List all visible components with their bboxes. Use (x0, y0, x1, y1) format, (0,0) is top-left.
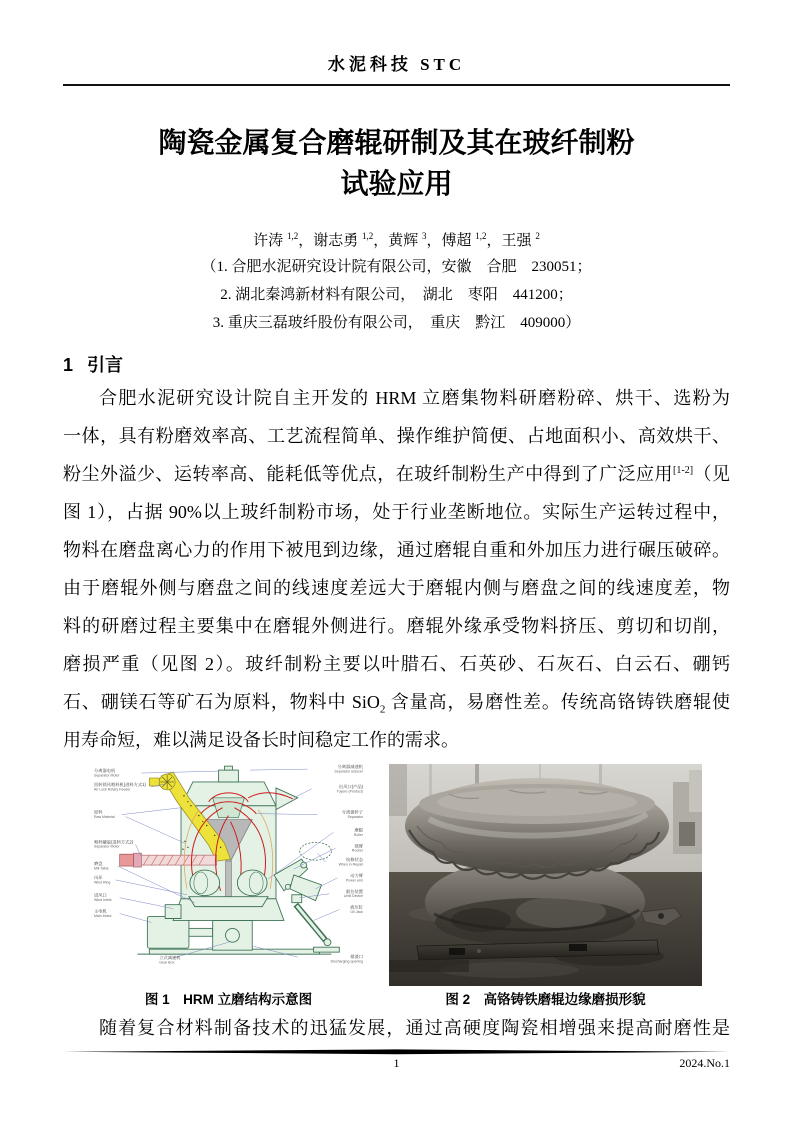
author-line: 许涛 $^{1,2}$，谢志勇 $^{1,2}$，黄辉 $^3$，傅超 $^{1,2}$，王强 $^2$ (253, 231, 540, 249)
section-number: 1 (63, 355, 74, 375)
svg-text:限位装置: 限位装置 (346, 888, 364, 894)
paper-title-line1: 陶瓷金属复合磨辊研制及其在玻纤制粉 (158, 127, 635, 158)
svg-text:出风口(产品): 出风口(产品) (338, 783, 364, 789)
affiliation-2: 2. 湖北秦鸿新材料有限公司， 湖北 枣阳 441200； (220, 287, 573, 303)
body-line: 合肥水泥研究设计院自主开发的 HRM 立磨集物料研磨粉碎、烘干、选粉为 (99, 388, 730, 408)
author-affiliation-superscript: 1,2 (361, 231, 374, 241)
svg-text:立式减速机: 立式减速机 (159, 955, 181, 961)
svg-text:磨盘: 磨盘 (93, 861, 103, 867)
svg-text:Wind Ring: Wind Ring (93, 880, 111, 885)
paper-title-line2: 试验应用 (340, 168, 453, 199)
svg-text:Gear Box: Gear Box (159, 960, 175, 965)
chemical-subscript: 2 (379, 703, 386, 716)
svg-text:液压缸: 液压缸 (350, 904, 364, 910)
svg-text:分离器转子: 分离器转子 (341, 809, 364, 815)
svg-text:When in Repair: When in Repair (338, 862, 364, 867)
worn-roller-photo-svg (389, 764, 702, 986)
svg-text:摇臂: 摇臂 (354, 843, 364, 849)
figure-2-caption: 图 2 高铬铸铁磨辊边缘磨损形貌 (445, 992, 646, 1007)
figure-1-hrm-mill-diagram (90, 757, 367, 987)
issue-number: 2024.No.1 (679, 1056, 730, 1070)
svg-text:动力臂: 动力臂 (350, 872, 364, 878)
svg-text:Power arm: Power arm (345, 878, 364, 883)
author-affiliation-superscript: 1,2 (286, 231, 299, 241)
svg-text:Discharging opening: Discharging opening (330, 959, 364, 964)
citation-superscript: [1-2] (673, 465, 694, 476)
svg-text:分离器电机: 分离器电机 (93, 768, 116, 774)
affiliations (63, 253, 730, 337)
author-affiliation-superscript: 1,2 (475, 231, 487, 241)
svg-text:主电机: 主电机 (93, 908, 107, 914)
body-line: 用寿命短，难以满足设备长时间稳定工作的需求。 (63, 730, 459, 750)
svg-text:Separator reducer: Separator reducer (334, 769, 364, 774)
svg-text:Main Motor: Main Motor (93, 914, 112, 919)
hrm-mill-diagram-svg (90, 757, 367, 987)
svg-text:检修状态: 检修状态 (346, 857, 364, 863)
svg-text:Oil Jack: Oil Jack (350, 910, 364, 915)
svg-text:喂料螺旋(进料方式2): 喂料螺旋(进料方式2) (93, 839, 134, 845)
svg-text:Separator Motor: Separator Motor (93, 844, 120, 849)
section-title: 引言 (87, 355, 124, 375)
paper-title (63, 122, 730, 204)
body-line: 粉尘外溢少、运转率高、能耗低等优点，在玻纤制粉生产中得到了广泛应用[1-2]（见 (63, 464, 731, 484)
diagram-labels-right (331, 763, 364, 963)
svg-text:Separator Motor: Separator Motor (93, 773, 120, 778)
affiliation-1: （1. 合肥水泥研究设计院有限公司，安徽 合肥 230051； (201, 259, 592, 275)
svg-text:磨辊: 磨辊 (354, 827, 364, 833)
svg-text:Tuyere (Product): Tuyere (Product) (336, 789, 364, 794)
mill-machine-shapes (120, 766, 340, 954)
svg-text:Wind Inlets: Wind Inlets (93, 898, 112, 903)
page-number: 1 (393, 1056, 400, 1070)
header-rule (63, 84, 730, 86)
figure-1-caption: 图 1 HRM 立磨结构示意图 (144, 992, 313, 1007)
body-line: 磨损严重（见图 2）。玻纤制粉主要以叶腊石、石英砂、石灰石、白云石、硼钙 (63, 654, 730, 674)
svg-text:Air Lock Rotary Feeder: Air Lock Rotary Feeder (93, 787, 131, 792)
svg-text:Separator: Separator (347, 815, 364, 820)
svg-text:风环: 风环 (93, 874, 103, 880)
affiliation-3: 3. 重庆三磊玻纤股份有限公司， 重庆 黔江 409000） (212, 315, 581, 331)
svg-text:分离器减速机: 分离器减速机 (337, 764, 364, 770)
svg-text:Mill Table: Mill Table (93, 866, 109, 871)
author-affiliation-superscript: 2 (535, 231, 540, 241)
journal-title: 水泥科技 STC (327, 55, 466, 74)
svg-text:原料: 原料 (93, 809, 103, 815)
svg-text:排渣口: 排渣口 (350, 954, 364, 960)
body-line: 石、硼镁石等矿石为原料，物料中 SiO$_2$ 含量高，易磨性差。传统高铬铸铁磨辊使 (63, 692, 730, 716)
author-affiliation-superscript: 3 (422, 231, 427, 241)
svg-text:Roller: Roller (353, 832, 364, 837)
body-line: 图 1），占据 90%以上玻纤制粉市场，处于行业垄断地位。实际生产运转过程中， (63, 502, 730, 522)
svg-text:Raw Material: Raw Material (93, 815, 115, 820)
paragraph-introduction (63, 379, 730, 759)
paragraph-2 (63, 1009, 730, 1047)
svg-text:Limit Device: Limit Device (343, 894, 364, 899)
body-line: 物料在磨盘离心力的作用下被甩到边缘，通过磨辊自重和外加压力进行碾压破碎。 (63, 540, 730, 560)
figure-2-worn-roller-photo (389, 764, 702, 986)
svg-text:进风口: 进风口 (93, 892, 107, 898)
footer-rule (63, 1049, 730, 1055)
body-line: 一体，具有粉磨效率高、工艺流程简单、操作维护简便、占地面积小、高效烘干、 (63, 426, 730, 446)
section-heading-introduction (63, 351, 123, 377)
svg-text:回转锁风喂料机(进料方式1): 回转锁风喂料机(进料方式1) (93, 781, 146, 787)
body-line: 随着复合材料制备技术的迅猛发展，通过高硬度陶瓷相增强来提高耐磨性是 (99, 1018, 730, 1038)
svg-text:Rocker: Rocker (351, 848, 364, 853)
body-line: 由于磨辊外侧与磨盘之间的线速度差远大于磨辊内侧与磨盘之间的线速度差，物 (63, 578, 730, 598)
body-line: 料的研磨过程主要集中在磨辊外侧进行。磨辊外缘承受物料挤压、剪切和切削， (63, 616, 730, 636)
